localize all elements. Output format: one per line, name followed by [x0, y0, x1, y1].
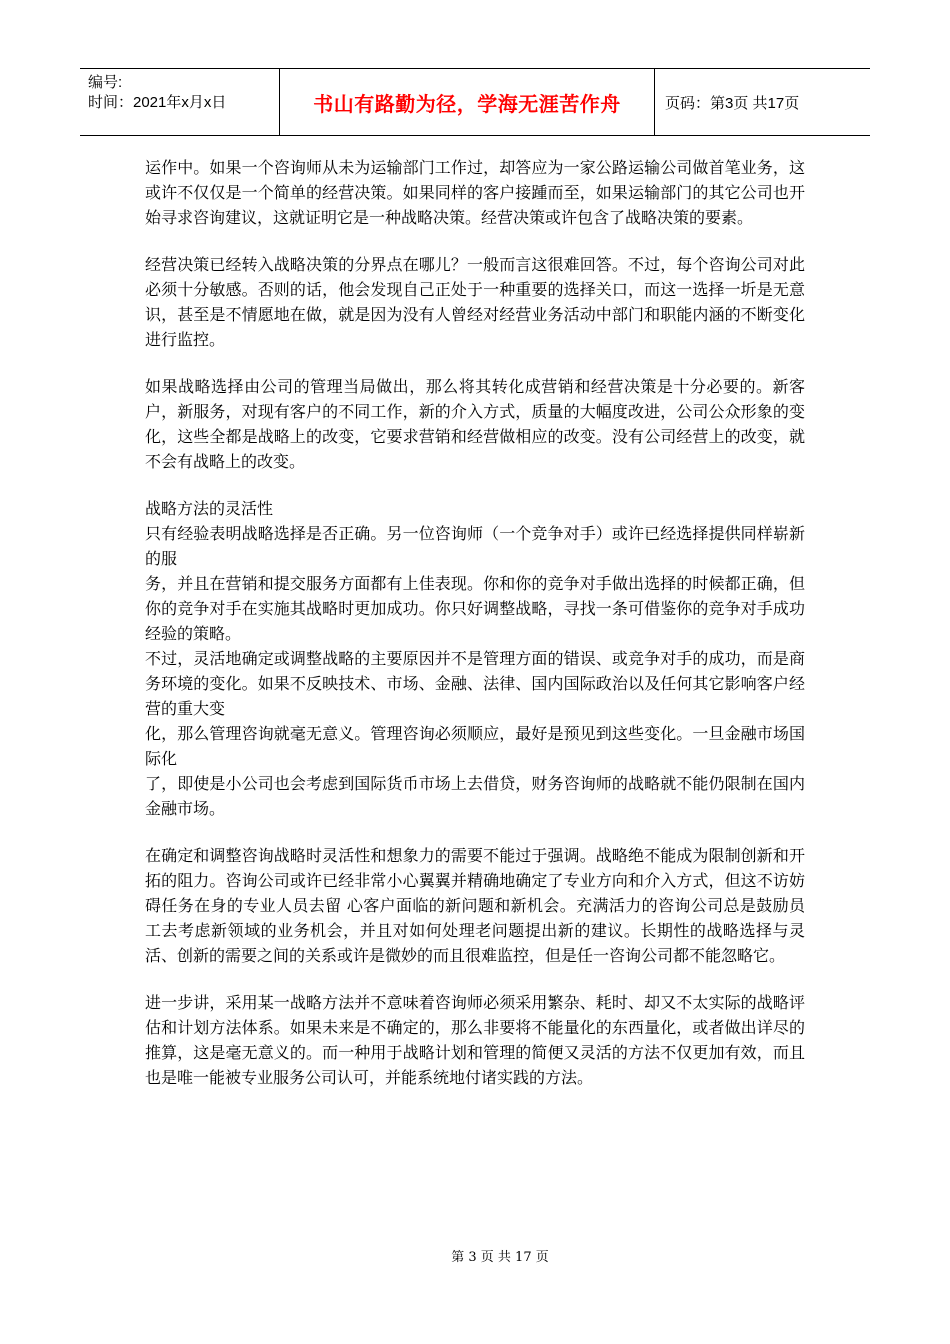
paragraph: 进一步讲，采用某一战略方法并不意味着咨询师必须采用繁杂、耗时、却又不太实际的战略评估和计划方法体系。如果未来是不确定的，那么非要将不能量化的东西量化，或者做出详尽的推算，这是毫无意义的。而一种用于战略计划和管理的简便又灵活的方法不仅更加有效，而且也是唯一能被专业服务公司认可，并能系统地付诸实践的方法。	[145, 993, 805, 1087]
header-meta	[80, 69, 280, 135]
paragraph: 经营决策已经转入战略决策的分界点在哪儿？一般而言这很难回答。不过，每个咨询公司对此必须十分敏感。否则的话，他会发现自己正处于一种重要的选择关口，而这一选择一圻是无意识，甚至是不情愿地在做，就是因为没有人曾经对经营业务活动中部门和职能内涵的不断变化进行监控。	[145, 255, 805, 349]
document-number-label: 编号:	[88, 74, 123, 91]
paragraph: 运作中。如果一个咨询师从未为运输部门工作过，却答应为一家公路运输公司做首笔业务，这或许不仅仅是一个简单的经营决策。如果同样的客户接踵而至，如果运输部门的其它公司也开始寻求咨询建议，这就证明它是一种战略决策。经营决策或许包含了战略决策的要素。	[145, 158, 805, 227]
document-date-label: 时间：2021年x月x日	[88, 94, 227, 111]
document-body	[145, 155, 805, 1112]
page-footer: 第 3 页 共 17 页	[451, 1250, 549, 1265]
paragraph: 在确定和调整咨询战略时灵活性和想象力的需要不能过于强调。战略绝不能成为限制创新和开拓的阻力。咨询公司或许已经非常小心翼翼并精确地确定了专业方向和介入方式，但这不访妨碍任务在身的专业人员去留 心客户面临的新问题和新机会。充满活力的咨询公司总是鼓励员工去考虑新领域的业务机会，并且对如何处理老问题提出新的建议。长期性的战略选择与灵活、创新的需要之间的关系或许是微妙的而且很难监控，但是任一咨询公司都不能忽略它。	[145, 846, 805, 965]
header-motto: 书山有路勤为径，学海无涯苦作舟	[280, 69, 655, 135]
paragraph: 战略方法的灵活性 只有经验表明战略选择是否正确。另一位咨询师（一个竞争对手）或许已经选择提供同样崭新的服 务，并且在营销和提交服务方面都有上佳表现。你和你的竞争对手做出选择的时候都正确，但你的竞争对手在实施其战略时更加成功。你只好调整战略，寻找一条可借鉴你的竞争对手成功经验的策略。 不过，灵活地确定或调整战略的主要原因并不是管理方面的错误、或竞争对手的成功，而是商务环境的变化。如果不反映技术、市场、金融、法律、国内国际政治以及任何其它影响客户经营的重大变 化，那么管理咨询就毫无意义。管理咨询必须顺应，最好是预见到这些变化。一旦金融市场国际化 了，即使是小公司也会考虑到国际货币市场上去借贷，财务咨询师的战略就不能仍限制在国内金融市场。	[145, 499, 805, 818]
paragraph: 如果战略选择由公司的管理当局做出，那么将其转化成营销和经营决策是十分必要的。新客户，新服务，对现有客户的不同工作，新的介入方式，质量的大幅度改进，公司公众形象的变化，这些全都是战略上的改变，它要求营销和经营做相应的改变。没有公司经营上的改变，就不会有战略上的改变。	[145, 377, 805, 471]
page-header	[80, 68, 870, 136]
header-page-info: 页码：第3页 共17页	[665, 94, 800, 112]
